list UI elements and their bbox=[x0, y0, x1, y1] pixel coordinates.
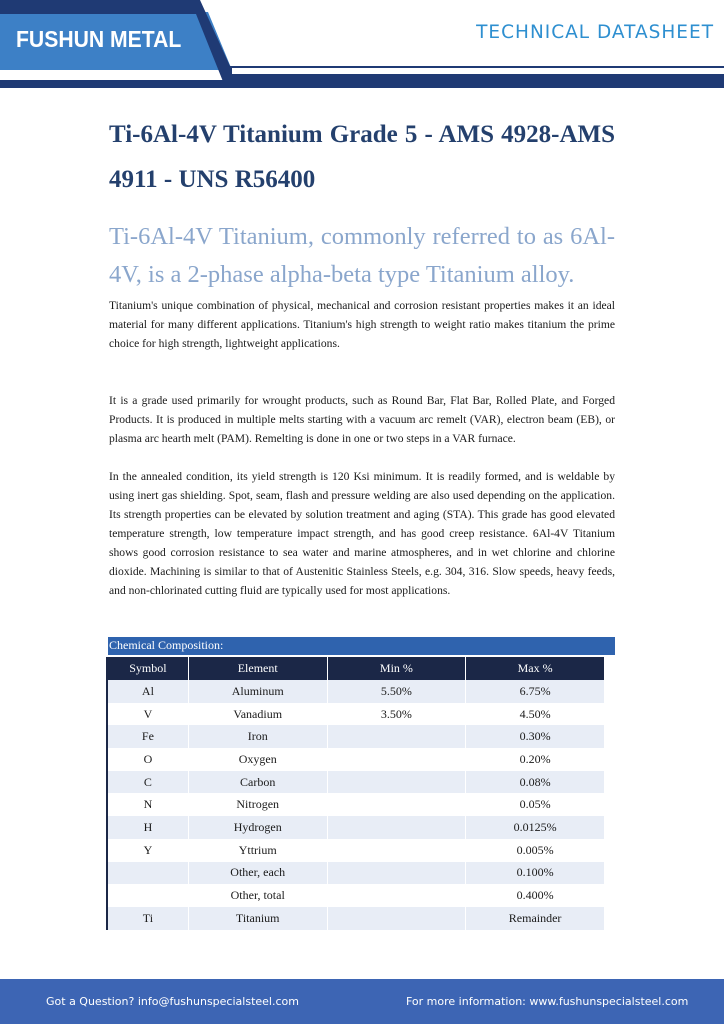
cell-element: Hydrogen bbox=[188, 816, 327, 839]
cell-min bbox=[327, 793, 466, 816]
cell-max: 0.30% bbox=[466, 725, 604, 748]
column-header-element: Element bbox=[188, 657, 327, 680]
cell-symbol: Fe bbox=[108, 725, 188, 748]
cell-min bbox=[327, 907, 466, 930]
cell-symbol: Y bbox=[108, 839, 188, 862]
cell-symbol: V bbox=[108, 703, 188, 726]
intro-paragraph: Titanium's unique combination of physical, mechanical and corrosion resistant properties makes it an ideal material for many different applications. Titanium's high strength to weight ratio makes titanium the prime choice for high strength, lightweight applications. bbox=[109, 299, 615, 350]
cell-element: Aluminum bbox=[188, 680, 327, 703]
page-header bbox=[0, 0, 724, 90]
cell-element: Other, each bbox=[188, 862, 327, 885]
cell-element: Vanadium bbox=[188, 703, 327, 726]
cell-max: 0.08% bbox=[466, 771, 604, 794]
cell-max: 0.05% bbox=[466, 793, 604, 816]
company-logo: FUSHUN METAL bbox=[16, 26, 182, 52]
cell-min bbox=[327, 862, 466, 885]
chemical-composition-table bbox=[108, 657, 604, 930]
table-row bbox=[108, 793, 604, 816]
table-row bbox=[108, 862, 604, 885]
page-footer bbox=[0, 979, 724, 1024]
properties-paragraph: In the annealed condition, its yield strength is 120 Ksi minimum. It is readily formed, and is weldable by using inert gas shielding. Spot, seam, flash and pressure welding are also used depending on the application. Its strength properties can be elevated by solution treatment and aging (STA). This grade has good elevated temperature strength, low temperature impact strength, and has good creep resistance. 6Al-4V Titanium shows good corrosion resistance to sea water and marine atmospheres, and in wet chlorine and chlorine dioxide. Machining is similar to that of Austenitic Stainless Steels, e.g. 304, 316. Slow speeds, heavy feeds, and non-chlorinated cutting fluid are typically used for most applications. bbox=[109, 470, 615, 597]
column-header-min: Min % bbox=[327, 657, 466, 680]
cell-min bbox=[327, 725, 466, 748]
table-row bbox=[108, 748, 604, 771]
cell-max: 0.100% bbox=[466, 862, 604, 885]
cell-min bbox=[327, 771, 466, 794]
cell-max: 0.400% bbox=[466, 884, 604, 907]
table-row bbox=[108, 816, 604, 839]
cell-min bbox=[327, 748, 466, 771]
cell-max: 0.005% bbox=[466, 839, 604, 862]
cell-max: 0.20% bbox=[466, 748, 604, 771]
cell-element: Oxygen bbox=[188, 748, 327, 771]
table-row bbox=[108, 725, 604, 748]
table-row bbox=[108, 884, 604, 907]
cell-max: Remainder bbox=[466, 907, 604, 930]
production-paragraph: It is a grade used primarily for wrought products, such as Round Bar, Flat Bar, Rolled Plate, and Forged Products. It is produced in multiple melts starting with a vacuum arc remelt (VAR), electron beam (EB), or plasma arc hearth melt (PAM). Remelting is done in one or two steps in a VAR furnace. bbox=[109, 394, 615, 445]
footer-website-link[interactable]: For more information: www.fushunspecialsteel.com bbox=[406, 995, 689, 1008]
page-title: Ti-6Al-4V Titanium Grade 5 - AMS 4928-AMS 4911 - UNS R56400 bbox=[109, 121, 615, 193]
datasheet-label: TECHNICAL DATASHEET bbox=[476, 22, 714, 43]
cell-element: Iron bbox=[188, 725, 327, 748]
table-row bbox=[108, 703, 604, 726]
cell-max: 4.50% bbox=[466, 703, 604, 726]
subtitle: Ti-6Al-4V Titanium, commonly referred to as 6Al-4V, is a 2-phase alpha-beta type Titanium alloy. bbox=[109, 223, 615, 288]
cell-min: 3.50% bbox=[327, 703, 466, 726]
cell-element: Carbon bbox=[188, 771, 327, 794]
cell-min bbox=[327, 884, 466, 907]
cell-min: 5.50% bbox=[327, 680, 466, 703]
cell-symbol: O bbox=[108, 748, 188, 771]
cell-symbol: N bbox=[108, 793, 188, 816]
table-row bbox=[108, 771, 604, 794]
composition-heading: Chemical Composition: bbox=[109, 638, 224, 652]
column-header-max: Max % bbox=[466, 657, 604, 680]
cell-element: Nitrogen bbox=[188, 793, 327, 816]
cell-symbol bbox=[108, 884, 188, 907]
cell-max: 6.75% bbox=[466, 680, 604, 703]
table-row bbox=[108, 680, 604, 703]
table-header-row bbox=[108, 657, 604, 680]
cell-symbol: Al bbox=[108, 680, 188, 703]
table-row bbox=[108, 839, 604, 862]
cell-element: Yttrium bbox=[188, 839, 327, 862]
column-header-symbol: Symbol bbox=[108, 657, 188, 680]
footer-contact-email[interactable]: Got a Question? info@fushunspecialsteel.com bbox=[46, 995, 299, 1008]
cell-element: Titanium bbox=[188, 907, 327, 930]
cell-min bbox=[327, 816, 466, 839]
cell-max: 0.0125% bbox=[466, 816, 604, 839]
cell-symbol: C bbox=[108, 771, 188, 794]
cell-symbol: H bbox=[108, 816, 188, 839]
table-row bbox=[108, 907, 604, 930]
cell-min bbox=[327, 839, 466, 862]
cell-symbol bbox=[108, 862, 188, 885]
cell-element: Other, total bbox=[188, 884, 327, 907]
composition-heading-bar bbox=[108, 637, 615, 655]
cell-symbol: Ti bbox=[108, 907, 188, 930]
